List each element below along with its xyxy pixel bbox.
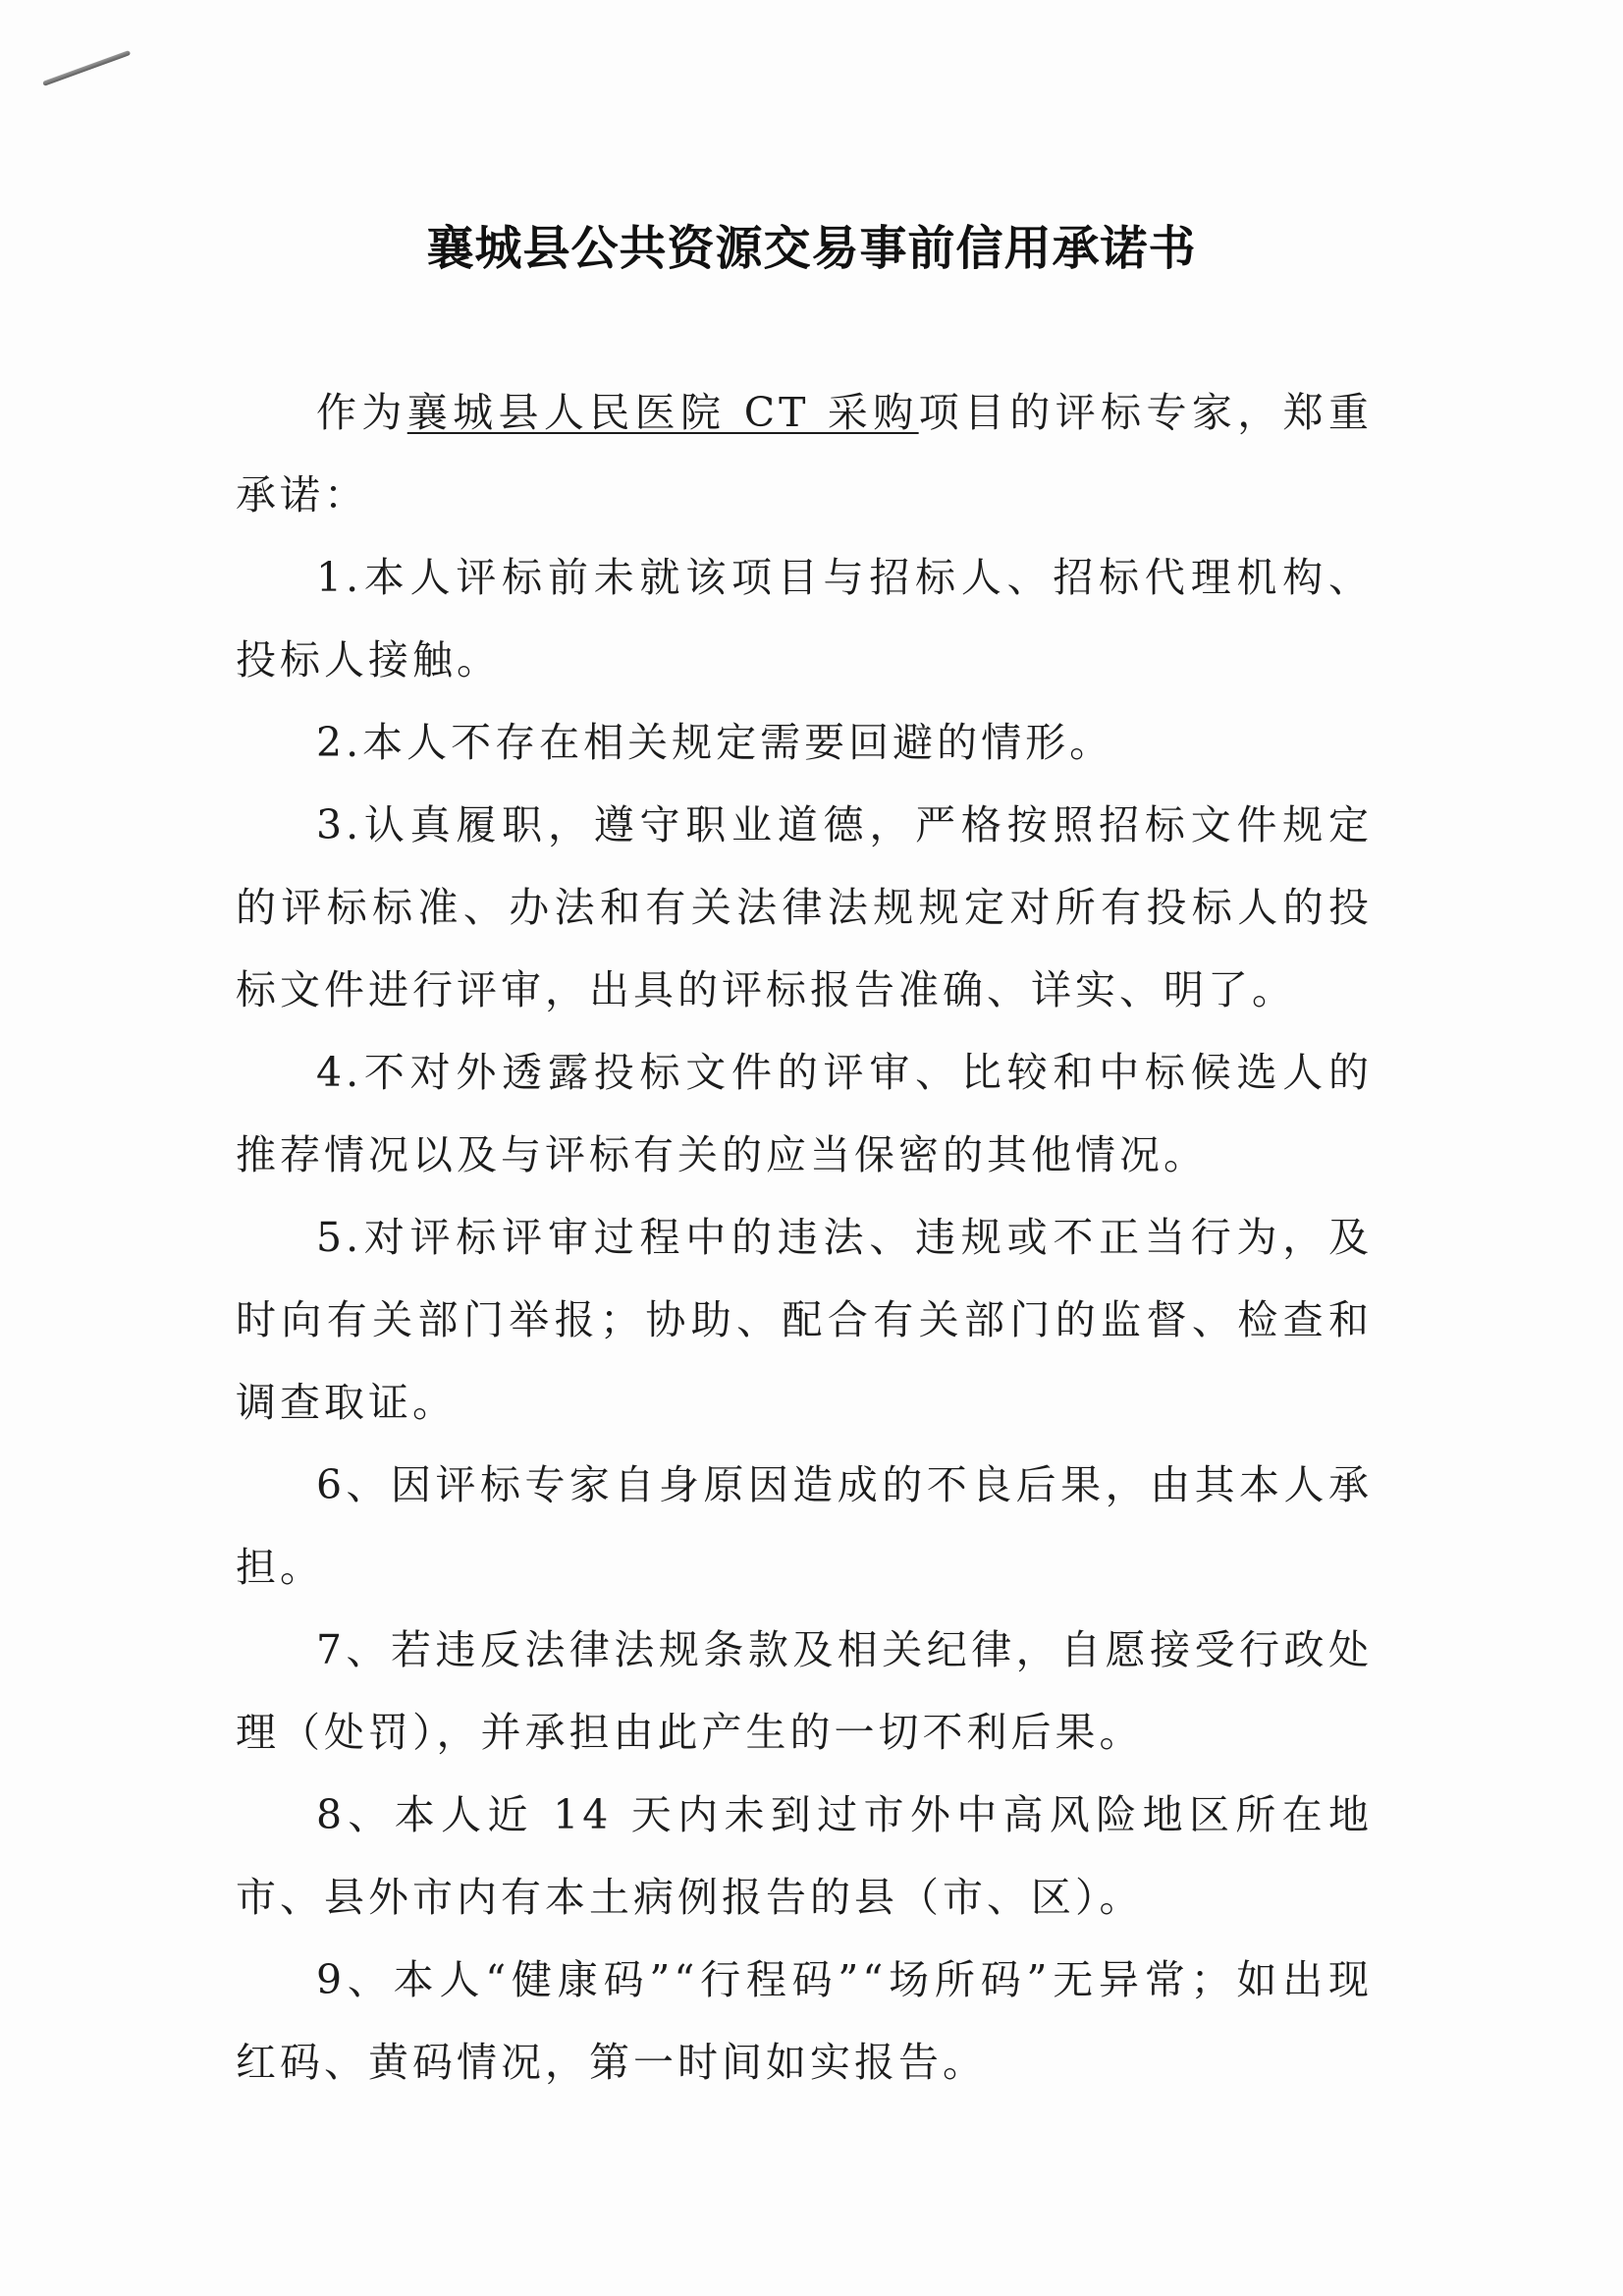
commitment-item-4: 4.不对外透露投标文件的评审、比较和中标候选人的推荐情况以及与评标有关的应当保密的其他情况。 [236,1049,1373,1178]
commitment-item-8: 8、本人近 14 天内未到过市外中高风险地区所在地市、县外市内有本土病例报告的县（市、区）。 [236,1791,1373,1921]
commitment-item-6: 6、因评标专家自身原因造成的不良后果，由其本人承担。 [236,1461,1373,1591]
commitment-item-9: 9、本人“健康码”“行程码”“场所码”无异常；如出现红码、黄码情况，第一时间如实报告。 [236,1956,1373,2086]
commitment-item-7: 7、若违反法律法规条款及相关纪律，自愿接受行政处理（处罚），并承担由此产生的一切不利后果。 [236,1626,1373,1756]
document-body [236,371,1373,2104]
commitment-item-3: 3.认真履职，遵守职业道德，严格按照招标文件规定的评标标准、办法和有关法律法规规定对所有投标人的投标文件进行评审，出具的评标报告准确、详实、明了。 [236,801,1373,1013]
staple-mark [42,50,131,86]
intro-prefix: 作为 [316,389,407,436]
commitment-item-5: 5.对评标评审过程中的违法、违规或不正当行为，及时向有关部门举报；协助、配合有关部门的监督、检查和调查取证。 [236,1214,1373,1426]
project-name: 襄城县人民医院 CT 采购 [406,389,919,436]
commitment-item-1: 1.本人评标前未就该项目与招标人、招标代理机构、投标人接触。 [236,554,1373,683]
intro-suffix: 项目的评标专家，郑重承诺： [236,389,1373,519]
intro-paragraph [236,371,1373,536]
document-title: 襄城县公共资源交易事前信用承诺书 [426,221,1197,276]
commitment-item-2: 2.本人不存在相关规定需要回避的情形。 [316,719,1114,766]
